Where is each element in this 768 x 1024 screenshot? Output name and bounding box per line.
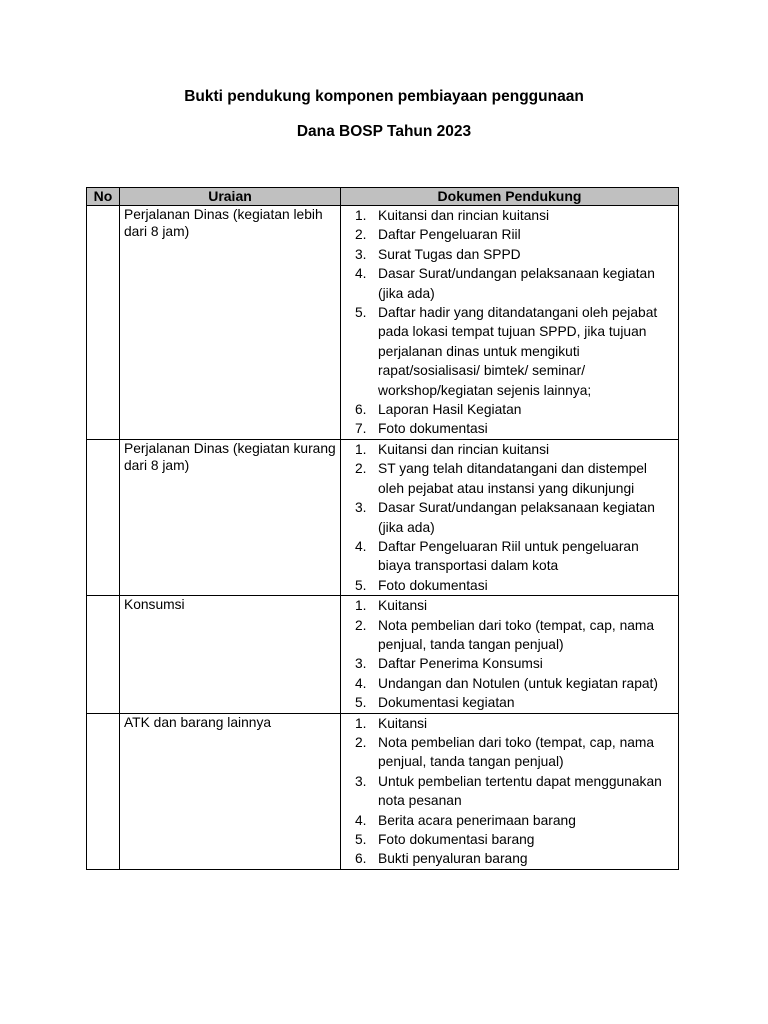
row-number-cell bbox=[87, 596, 120, 713]
list-item-number: 1. bbox=[355, 441, 367, 457]
list-item-number: 3. bbox=[355, 773, 367, 789]
list-item bbox=[344, 498, 675, 537]
row-number-cell bbox=[87, 439, 120, 595]
header-dokumen-pendukung: Dokumen Pendukung bbox=[341, 188, 679, 206]
document-title: Bukti pendukung komponen pembiayaan penggunaan bbox=[184, 88, 584, 105]
list-item-number: 2. bbox=[355, 617, 367, 633]
list-item-text: Dokumentasi kegiatan bbox=[378, 695, 515, 711]
list-item bbox=[344, 596, 675, 615]
document-list bbox=[344, 206, 675, 439]
list-item-text: Dasar Surat/undangan pelaksanaan kegiatan (jika ada) bbox=[378, 500, 655, 535]
list-item-text: Untuk pembelian tertentu dapat menggunakan nota pesanan bbox=[378, 773, 662, 809]
list-item-text: Kuitansi bbox=[378, 715, 428, 731]
list-item bbox=[344, 303, 675, 400]
list-item bbox=[344, 830, 675, 849]
header-no: No bbox=[87, 188, 120, 206]
list-item bbox=[344, 772, 675, 811]
list-item-number: 4. bbox=[355, 538, 367, 554]
table-row bbox=[87, 206, 679, 440]
list-item bbox=[344, 459, 675, 498]
header-uraian: Uraian bbox=[120, 188, 341, 206]
list-item-text: Daftar Pengeluaran Riil bbox=[378, 227, 521, 243]
dokumen-pendukung-cell bbox=[341, 439, 679, 595]
list-item-text: Daftar Penerima Konsumsi bbox=[378, 656, 543, 672]
document-list bbox=[344, 714, 675, 869]
list-item bbox=[344, 693, 675, 712]
list-item-text: Berita acara penerimaan barang bbox=[378, 812, 576, 828]
list-item-text: Foto dokumentasi bbox=[378, 577, 488, 593]
list-item-text: Laporan Hasil Kegiatan bbox=[378, 402, 522, 418]
list-item-number: 6. bbox=[355, 851, 367, 867]
list-item-text: Nota pembelian dari toko (tempat, cap, nama penjual, tanda tangan penjual) bbox=[378, 734, 655, 770]
list-item bbox=[344, 811, 675, 830]
list-item-number: 1. bbox=[355, 208, 367, 223]
table-header-row bbox=[87, 188, 679, 206]
list-item-number: 4. bbox=[355, 675, 367, 691]
list-item bbox=[344, 654, 675, 673]
uraian-cell: ATK dan barang lainnya bbox=[120, 713, 341, 869]
list-item-number: 2. bbox=[355, 227, 367, 243]
list-item-number: 4. bbox=[355, 812, 367, 828]
list-item-text: Bukti penyaluran barang bbox=[378, 851, 528, 867]
supporting-documents-table bbox=[86, 187, 679, 870]
list-item bbox=[344, 206, 675, 225]
list-item-number: 1. bbox=[355, 598, 367, 614]
list-item-text: Nota pembelian dari toko (tempat, cap, nama penjual, tanda tangan penjual) bbox=[378, 617, 655, 652]
list-item-number: 3. bbox=[355, 656, 367, 672]
list-item bbox=[344, 714, 675, 733]
list-item-text: Foto dokumentasi barang bbox=[378, 832, 535, 847]
list-item-text: Daftar Pengeluaran Riil untuk pengeluaran biaya transportasi dalam kota bbox=[378, 538, 639, 574]
list-item-text: Foto dokumentasi bbox=[378, 421, 488, 437]
list-item bbox=[344, 733, 675, 772]
list-item-number: 3. bbox=[355, 500, 367, 516]
list-item-text: ST yang telah ditandatangani dan distempel oleh pejabat atau instansi yang dikunjungi bbox=[378, 461, 647, 496]
list-item-number: 2. bbox=[355, 734, 367, 750]
document-list bbox=[344, 596, 675, 712]
uraian-cell: Perjalanan Dinas (kegiatan kurang dari 8 jam) bbox=[120, 439, 341, 595]
list-item bbox=[344, 537, 675, 576]
list-item-number: 5. bbox=[355, 577, 367, 593]
dokumen-pendukung-cell bbox=[341, 206, 679, 440]
list-item-number: 7. bbox=[355, 421, 367, 437]
list-item bbox=[344, 674, 675, 693]
list-item bbox=[344, 400, 675, 419]
uraian-cell: Perjalanan Dinas (kegiatan lebih dari 8 jam) bbox=[120, 206, 341, 440]
table-row bbox=[87, 713, 679, 869]
list-item-text: Undangan dan Notulen (untuk kegiatan rapat) bbox=[378, 675, 658, 691]
document-subtitle: Dana BOSP Tahun 2023 bbox=[296, 123, 472, 140]
dokumen-pendukung-cell bbox=[341, 713, 679, 869]
list-item-text: Kuitansi dan rincian kuitansi bbox=[378, 441, 550, 457]
table-row bbox=[87, 596, 679, 713]
list-item bbox=[344, 225, 675, 244]
list-item-number: 3. bbox=[355, 246, 367, 262]
list-item-number: 4. bbox=[355, 266, 367, 282]
list-item-number: 2. bbox=[355, 461, 367, 477]
list-item-number: 5. bbox=[355, 305, 367, 321]
list-item-text: Daftar hadir yang ditandatangani oleh pejabat pada lokasi tempat tujuan SPPD, jika tujuan perjalanan dinas untuk mengikuti rapat/sosialisasi/ bimtek/ seminar/ workshop/kegiatan sejenis lainnya; bbox=[378, 305, 658, 398]
list-item bbox=[344, 576, 675, 595]
dokumen-pendukung-cell bbox=[341, 596, 679, 713]
table-row bbox=[87, 439, 679, 595]
list-item-text: Kuitansi dan rincian kuitansi bbox=[378, 208, 550, 223]
list-item-text: Dasar Surat/undangan pelaksanaan kegiatan (jika ada) bbox=[378, 266, 655, 301]
list-item bbox=[344, 245, 675, 264]
list-item-number: 1. bbox=[355, 715, 367, 731]
list-item bbox=[344, 616, 675, 655]
list-item-text: Surat Tugas dan SPPD bbox=[378, 246, 521, 262]
list-item-number: 5. bbox=[355, 695, 367, 711]
list-item-number: 5. bbox=[355, 832, 367, 847]
row-number-cell bbox=[87, 713, 120, 869]
list-item bbox=[344, 440, 675, 459]
list-item-text: Kuitansi bbox=[378, 598, 428, 614]
document-list bbox=[344, 440, 675, 595]
list-item bbox=[344, 849, 675, 868]
uraian-cell: Konsumsi bbox=[120, 596, 341, 713]
list-item bbox=[344, 264, 675, 303]
list-item bbox=[344, 419, 675, 438]
row-number-cell bbox=[87, 206, 120, 440]
list-item-number: 6. bbox=[355, 402, 367, 418]
